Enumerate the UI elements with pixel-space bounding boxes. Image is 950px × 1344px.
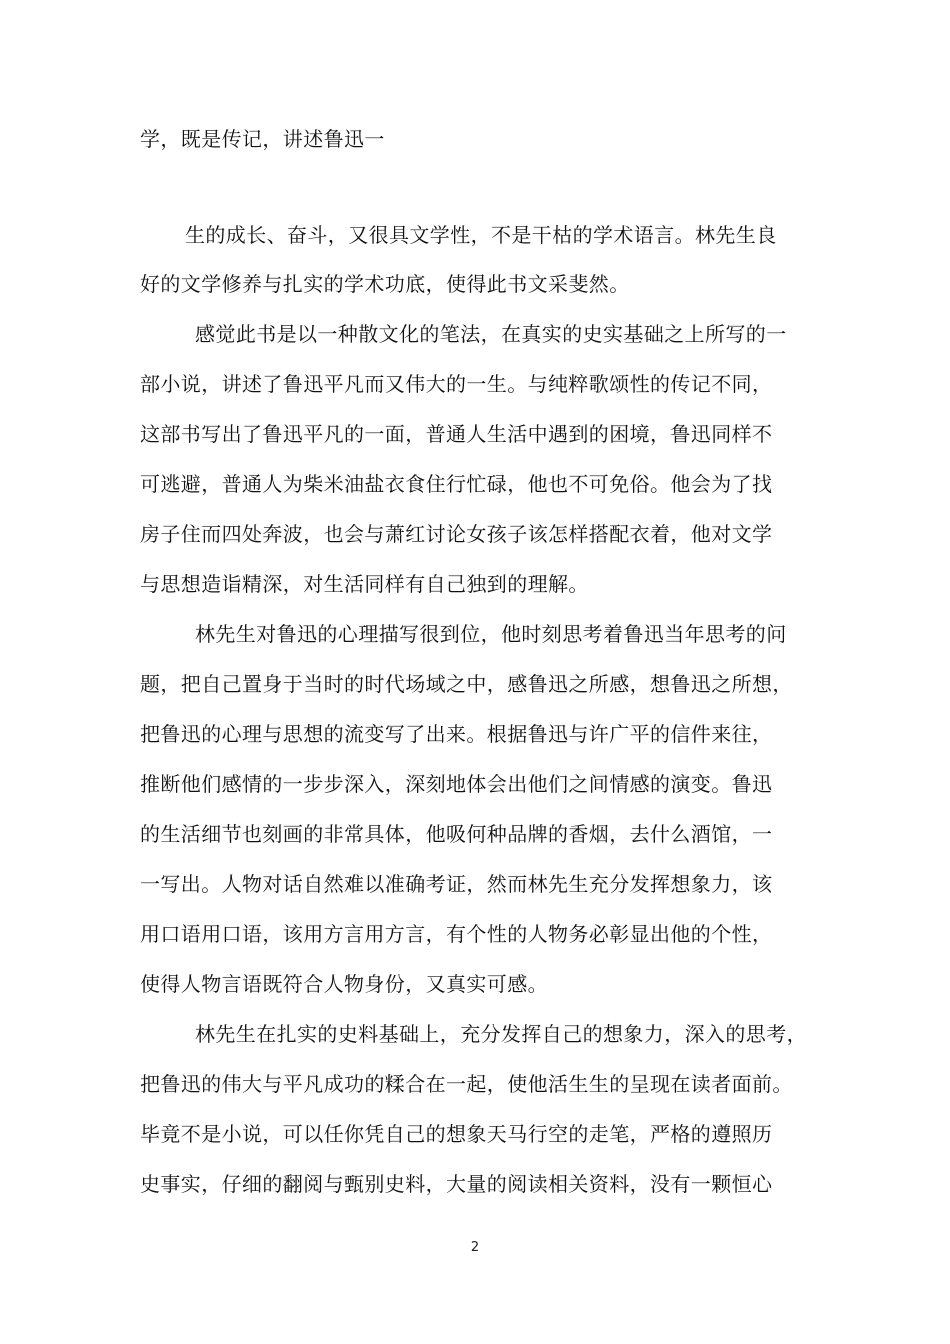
text-line: 学，既是传记，讲述鲁迅一 — [140, 127, 385, 151]
text-line: 使得人物言语既符合人物身份，又真实可感。 — [140, 972, 548, 996]
text-line: 生的成长、奋斗，又很具文学性，不是干枯的学术语言。林先生良 — [185, 223, 777, 247]
text-line: 毕竟不是小说，可以任你凭自己的想象天马行空的走笔，严格的遵照历 — [140, 1122, 773, 1146]
paragraph-start-line: 感觉此书是以一种散文化的笔法，在真实的史实基础之上所写的一 — [195, 322, 787, 346]
text-line: 房子住而四处奔波，也会与萧红讨论女孩子该怎样搭配衣着，他对文学 — [140, 522, 773, 546]
text-line: 把鲁迅的伟大与平凡成功的糅合在一起，使他活生生的呈现在读者面前。 — [140, 1072, 793, 1096]
text-line: 推断他们感情的一步步深入，深刻地体会出他们之间情感的演变。鲁迅 — [140, 772, 773, 796]
text-line: 把鲁迅的心理与思想的流变写了出来。根据鲁迅与许广平的信件来往， — [140, 722, 773, 746]
text-line: 这部书写出了鲁迅平凡的一面，普通人生活中遇到的困境，鲁迅同样不 — [140, 422, 773, 446]
page-number: 2 — [470, 1240, 480, 1255]
text-line: 部小说，讲述了鲁迅平凡而又伟大的一生。与纯粹歌颂性的传记不同， — [140, 372, 773, 396]
text-line: 史事实，仔细的翻阅与甄别史料，大量的阅读相关资料，没有一颗恒心 — [140, 1172, 773, 1196]
text-line: 好的文学修养与扎实的学术功底，使得此书文采斐然。 — [140, 272, 630, 296]
paragraph-start-line: 林先生对鲁迅的心理描写很到位，他时刻思考着鲁迅当年思考的问 — [195, 622, 787, 646]
text-line: 题，把自己置身于当时的时代场域之中，感鲁迅之所感，想鲁迅之所想， — [140, 672, 793, 696]
text-line: 与思想造诣精深，对生活同样有自己独到的理解。 — [140, 572, 589, 596]
text-line: 的生活细节也刻画的非常具体，他吸何种品牌的香烟，去什么酒馆，一 — [140, 822, 773, 846]
text-line: 用口语用口语，该用方言用方言，有个性的人物务必彰显出他的个性， — [140, 922, 773, 946]
paragraph-start-line: 林先生在扎实的史料基础上，充分发挥自己的想象力，深入的思考， — [195, 1022, 807, 1046]
text-line: 一写出。人物对话自然难以准确考证，然而林先生充分发挥想象力，该 — [140, 872, 773, 896]
text-line: 可逃避，普通人为柴米油盐衣食住行忙碌，他也不可免俗。他会为了找 — [140, 472, 773, 496]
